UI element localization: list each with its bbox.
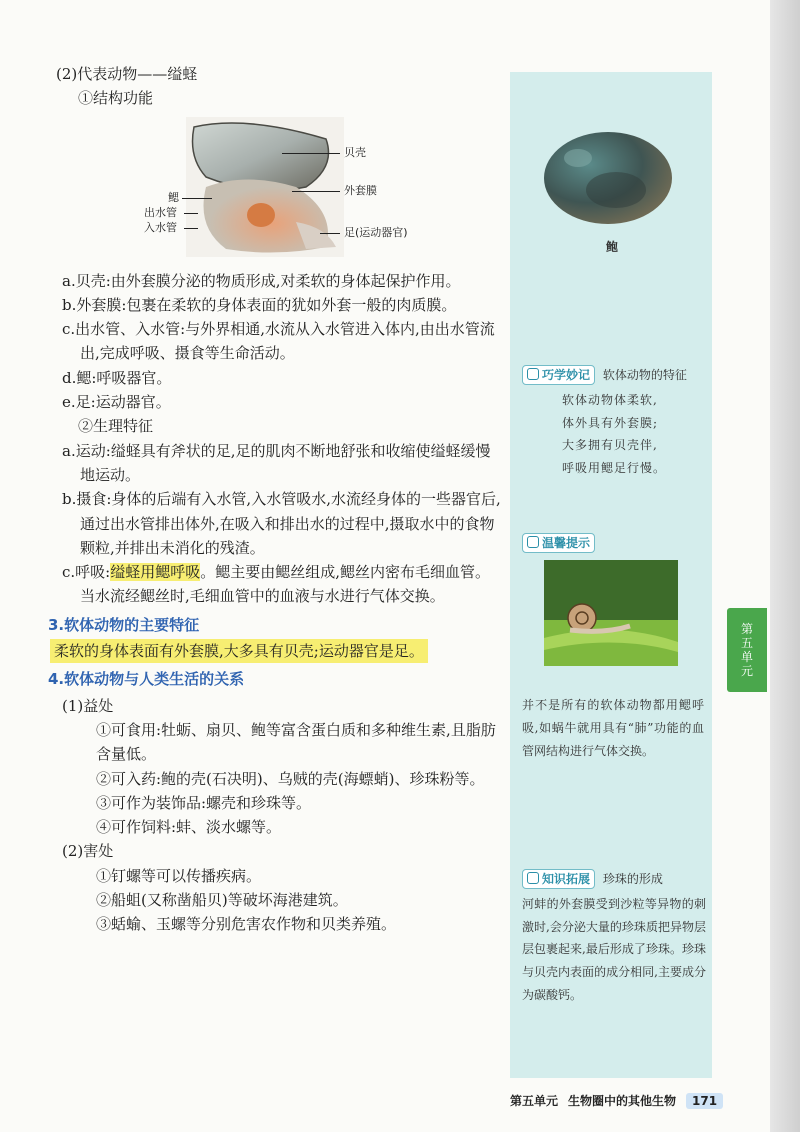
snail-image <box>544 560 678 666</box>
structure-title: ①结构功能 <box>78 89 154 108</box>
phys-breathing-rest: 。鳃主要由鳃丝组成,鳃丝内密布毛细血管。当水流经鳃丝时,毛细血管中的血液与水进行气体交换。 <box>80 563 491 606</box>
mussel-figure <box>132 117 432 265</box>
label-gill: 鳃 <box>168 190 179 204</box>
label-shell: 贝壳 <box>344 145 366 159</box>
verse-line: 体外具有外套膜; <box>562 415 659 430</box>
para-shell: a.贝壳:由外套膜分泌的物质形成,对柔软的身体起保护作用。 <box>62 271 461 290</box>
tag-knowledge <box>522 869 595 889</box>
harms-title: (2)害处 <box>62 842 114 861</box>
label-line <box>282 153 340 154</box>
page-number: 171 <box>686 1093 723 1109</box>
phys-feeding: b.摄食:身体的后端有入水管,入水管吸水,水流经身体的一些器官后,通过出水管排出体外,在吸入和排出水的过程中,摄取水中的食物颗粒,并排出未消化的残渣。 <box>62 490 501 557</box>
label-out-tube: 出水管 <box>144 205 177 219</box>
page-edge-shadow <box>770 0 800 1132</box>
harm-item: ①钉螺等可以传播疾病。 <box>96 866 262 885</box>
para-gill: d.鳃:呼吸器官。 <box>62 368 172 387</box>
subsection-title: (2)代表动物——缢蛏 <box>56 65 198 83</box>
tag-knowledge-label: 知识拓展 <box>542 872 591 886</box>
physiology-title: ②生理特征 <box>78 417 154 436</box>
tip3-title: 珍珠的形成 <box>602 872 663 886</box>
verse-line: 大多拥有贝壳伴, <box>562 438 658 453</box>
tag-memory <box>522 365 595 385</box>
footer-unit: 第五单元 <box>510 1094 559 1108</box>
section-3-highlight: 柔软的身体表面有外套膜,大多具有贝壳;运动器官是足。 <box>50 639 428 663</box>
unit-tab-label: 第五单元 <box>740 622 753 678</box>
para-mantle: b.外套膜:包裹在柔软的身体表面的犹如外套一般的肉质膜。 <box>62 295 457 314</box>
para-tubes: c.出水管、入水管:与外界相通,水流从入水管进入体内,由出水管流出,完成呼吸、摄食等生命活动。 <box>62 320 495 363</box>
tip-memory-box <box>522 364 706 480</box>
tip1-title: 软体动物的特征 <box>602 368 687 382</box>
section-4-heading: 4.软体动物与人类生活的关系 <box>48 670 245 689</box>
label-line <box>184 228 198 229</box>
verse-line: 呼吸用鳃足行慢。 <box>562 461 667 476</box>
knowledge-box <box>522 868 706 1007</box>
label-line <box>292 191 340 192</box>
tag-memory-label: 巧学妙记 <box>542 368 591 382</box>
phys-movement: a.运动:缢蛏具有斧状的足,足的肌肉不断地舒张和收缩使缢蛏缓慢地运动。 <box>62 441 491 484</box>
note-icon <box>527 536 539 548</box>
abalone-image <box>538 128 676 288</box>
page-footer <box>510 1092 723 1109</box>
label-line <box>184 213 198 214</box>
benefit-item: ①可食用:牡蛎、扇贝、鲍等富含蛋白质和多种维生素,且脂肪含量低。 <box>96 720 496 764</box>
tip1-verse <box>522 389 706 480</box>
tip3-text: 河蚌的外套膜受到沙粒等异物的刺激时,会分泌大量的珍珠质把异物层层包裹起来,最后形成了珍珠。珍珠与贝壳内表面的成分相同,主要成分为碳酸钙。 <box>522 896 706 1002</box>
unit-tab <box>727 608 767 692</box>
tag-reminder-label: 温馨提示 <box>542 536 591 550</box>
footer-chapter: 生物圈中的其他生物 <box>568 1094 677 1108</box>
harm-item: ③蛞蝓、玉螺等分别危害农作物和贝类养殖。 <box>96 915 397 934</box>
para-foot: e.足:运动器官。 <box>62 393 171 412</box>
benefits-title: (1)益处 <box>62 696 114 715</box>
note-icon <box>527 872 539 884</box>
razor-clam-image <box>186 117 344 257</box>
tip-reminder-box <box>522 532 595 555</box>
benefit-item: ②可入药:鲍的壳(石决明)、乌贼的壳(海螵蛸)、珍珠粉等。 <box>96 769 485 788</box>
abalone-caption: 鲍 <box>606 240 619 254</box>
side-panel <box>510 72 712 1078</box>
benefit-item: ③可作为装饰品:螺壳和珍珠等。 <box>96 793 312 812</box>
phys-breathing-prefix: c.呼吸: <box>62 563 111 582</box>
highlight-gill-breathing: 缢蛏用鳃呼吸 <box>110 563 201 582</box>
benefit-item: ④可作饲料:蚌、淡水螺等。 <box>96 818 282 837</box>
label-line <box>320 233 340 234</box>
phys-breathing <box>62 560 502 609</box>
note-icon <box>527 368 539 380</box>
label-foot: 足(运动器官) <box>344 225 408 239</box>
section-3-heading: 3.软体动物的主要特征 <box>48 615 200 634</box>
label-line <box>182 198 212 199</box>
main-content <box>48 62 502 937</box>
label-in-tube: 入水管 <box>144 220 177 234</box>
label-mantle: 外套膜 <box>344 183 377 197</box>
tip2-text: 并不是所有的软体动物都用鳃呼吸,如蜗牛就用具有“肺”功能的血管网结构进行气体交换。 <box>522 698 704 758</box>
harm-item: ②船蛆(又称凿船贝)等破坏海港建筑。 <box>96 891 348 910</box>
verse-line: 软体动物体柔软, <box>562 392 658 407</box>
tag-reminder <box>522 533 595 553</box>
